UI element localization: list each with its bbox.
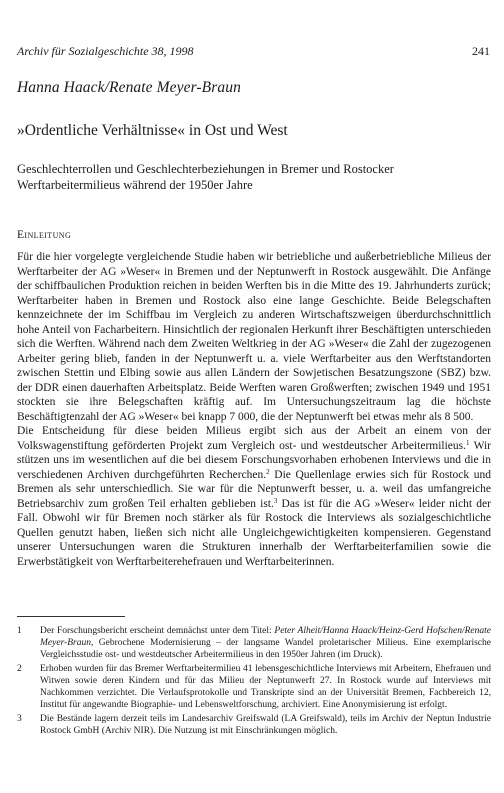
section-heading: Einleitung (17, 229, 72, 241)
footnote-ref-3[interactable]: 3 (273, 496, 278, 505)
paragraph-text: Wir stützen uns im wesentlichen auf die bei diesem Forschungsvorhaben erhobenen Interviews und die in verschiedenen Archiven durchgeführten Recherchen. (17, 439, 491, 481)
footnotes (17, 625, 491, 739)
footnote-ref-1[interactable]: 1 (466, 438, 470, 447)
paragraph-text: Die Quellenlage erwies sich für Rostock und Bremen als sehr unterschiedlich. Sie war für die Neptunwerft besser, u. a. weil das umfangreiche Betriebsarchiv zum großen Teil erhalten geblieben ist. (17, 468, 491, 510)
paragraph-2 (17, 424, 491, 569)
footnote-number: 2 (17, 664, 22, 674)
article-title: »Ordentliche Verhältnisse« in Ost und West (17, 122, 288, 139)
footnote-text (40, 625, 491, 661)
footnote-2 (17, 663, 491, 711)
footnote-text-part: Gebrochene Modernisierung – der langsame Wandel proletarischer Milieus. Eine exemplarische Vergleichsstudie ost- und westdeutscher Arbeitermilieus in den 1950er Jahren (im Druck). (40, 638, 491, 660)
footnote-text-part: Der Forschungsbericht erscheint demnächst unter dem Titel: (40, 626, 275, 636)
footnote-number: 1 (17, 626, 22, 636)
article-authors: Hanna Haack/Renate Meyer-Braun (17, 79, 241, 96)
body-text (17, 250, 491, 569)
paragraph-text: Für die hier vorgelegte vergleichende Studie haben wir betriebliche und außerbetriebliche Milieus der Werftarbeiter der AG »Weser« in Bremen und der Neptunwerft in Rostock ausgewählt. Die Anfänge der schiffbaulichen Produktion reichen in beiden Werften bis in die Mitte des 19. Jahrhunderts zurück; Werftarbeiter haben in Bremen und Rostock also eine lange Geschichte. Beide Belegschaften kennzeichnete der im Schiffbau im Vergleich zu anderen Wirtschaftszweigen überdurchschnittlich hohe Anteil von Facharbeitern. Hinsichtlich der regionalen Herkunft ihrer Beschäftigten unterschieden sich die Werften. Während nach dem Zweiten Weltkrieg in der AG »Weser« die Zahl der zugezogenen Arbeiter gering blieb, fanden in der Neptunwerft u. a. viele Werftarbeiter aus den Werftstandorten zwischen Stettin und Elbing sowie aus allen Ländern der Sowjetischen Besatzungszone (SBZ) bzw. der DDR einen dauerhaften Arbeitsplatz. Beide Werften waren Großwerften; zwischen 1949 und 1951 stockten sie ihre Belegschaften kräftig auf. Im Untersuchungszeitraum lag die höchste Beschäftigtenzahl der AG »Weser« bei knapp 7 000, die der Neptunwerft bei etwas mehr als 8 500. (17, 251, 491, 423)
paragraph-1 (17, 250, 491, 424)
paragraph-text: Das ist für die AG »Weser« leider nicht der Fall. Obwohl wir für Bremen noch stärker als für Rostock die Interviews als sozialgeschichtliche Quellen genutzt haben, ließen sich nicht alle Ungleichgewichtigkeiten kompensieren. Gegenstand unserer Untersuchungen waren die Strukturen innerhalb der Werftarbeiterfamilien sowie die Erwerbstätigkeit von Werftarbeiterehefrauen und Werftarbeiterinnen. (17, 497, 491, 568)
journal-citation: Archiv für Sozialgeschichte 38, 1998 (17, 44, 194, 58)
article-subtitle: Geschlechterrollen und Geschlechterbeziehungen in Bremer und Rostocker Werftarbeitermilieus während der 1950er Jahre (17, 162, 394, 192)
footnote-text: Erhoben wurden für das Bremer Werftarbeitermilieu 41 lebensgeschichtliche Interviews mit Arbeitern, Ehefrauen und Witwen sowie deren Kindern und für das Milieu der Neptunwerft 27. In Rostock wurde auf Interviews mit Nachkommen verzichtet. Die Verlaufsprotokolle und Transkripte sind an der Universität Bremen, Fachbereich 12, Institut für angewandte Biographie- und Lebensweltforschung, archiviert. Eine Anonymisierung ist erfolgt. (40, 664, 491, 710)
footnote-number: 3 (17, 714, 22, 724)
footnote-divider (17, 616, 125, 617)
footnote-ref-2[interactable]: 2 (266, 467, 270, 476)
paragraph-text: Die Entscheidung für diese beiden Milieus ergibt sich aus der Arbeit an einem von der Volkswagenstiftung geförderten Projekt zum Vergleich ost- und westdeutscher Arbeitermilieus. (17, 425, 491, 452)
footnote-1 (17, 625, 491, 661)
footnote-3 (17, 713, 491, 737)
page-number: 241 (472, 44, 490, 58)
running-head (17, 44, 490, 59)
footnote-italic-authors: Peter Alheit/Hanna Haack/Heinz-Gerd Hofschen/Renate Meyer-Braun, (40, 626, 491, 648)
footnote-text: Die Bestände lagern derzeit teils im Landesarchiv Greifswald (LA Greifswald), teils im Archiv der Neptun Industrie Rostock GmbH (Archiv NIR). Die Nutzung ist mit Einschränkungen möglich. (40, 714, 491, 736)
